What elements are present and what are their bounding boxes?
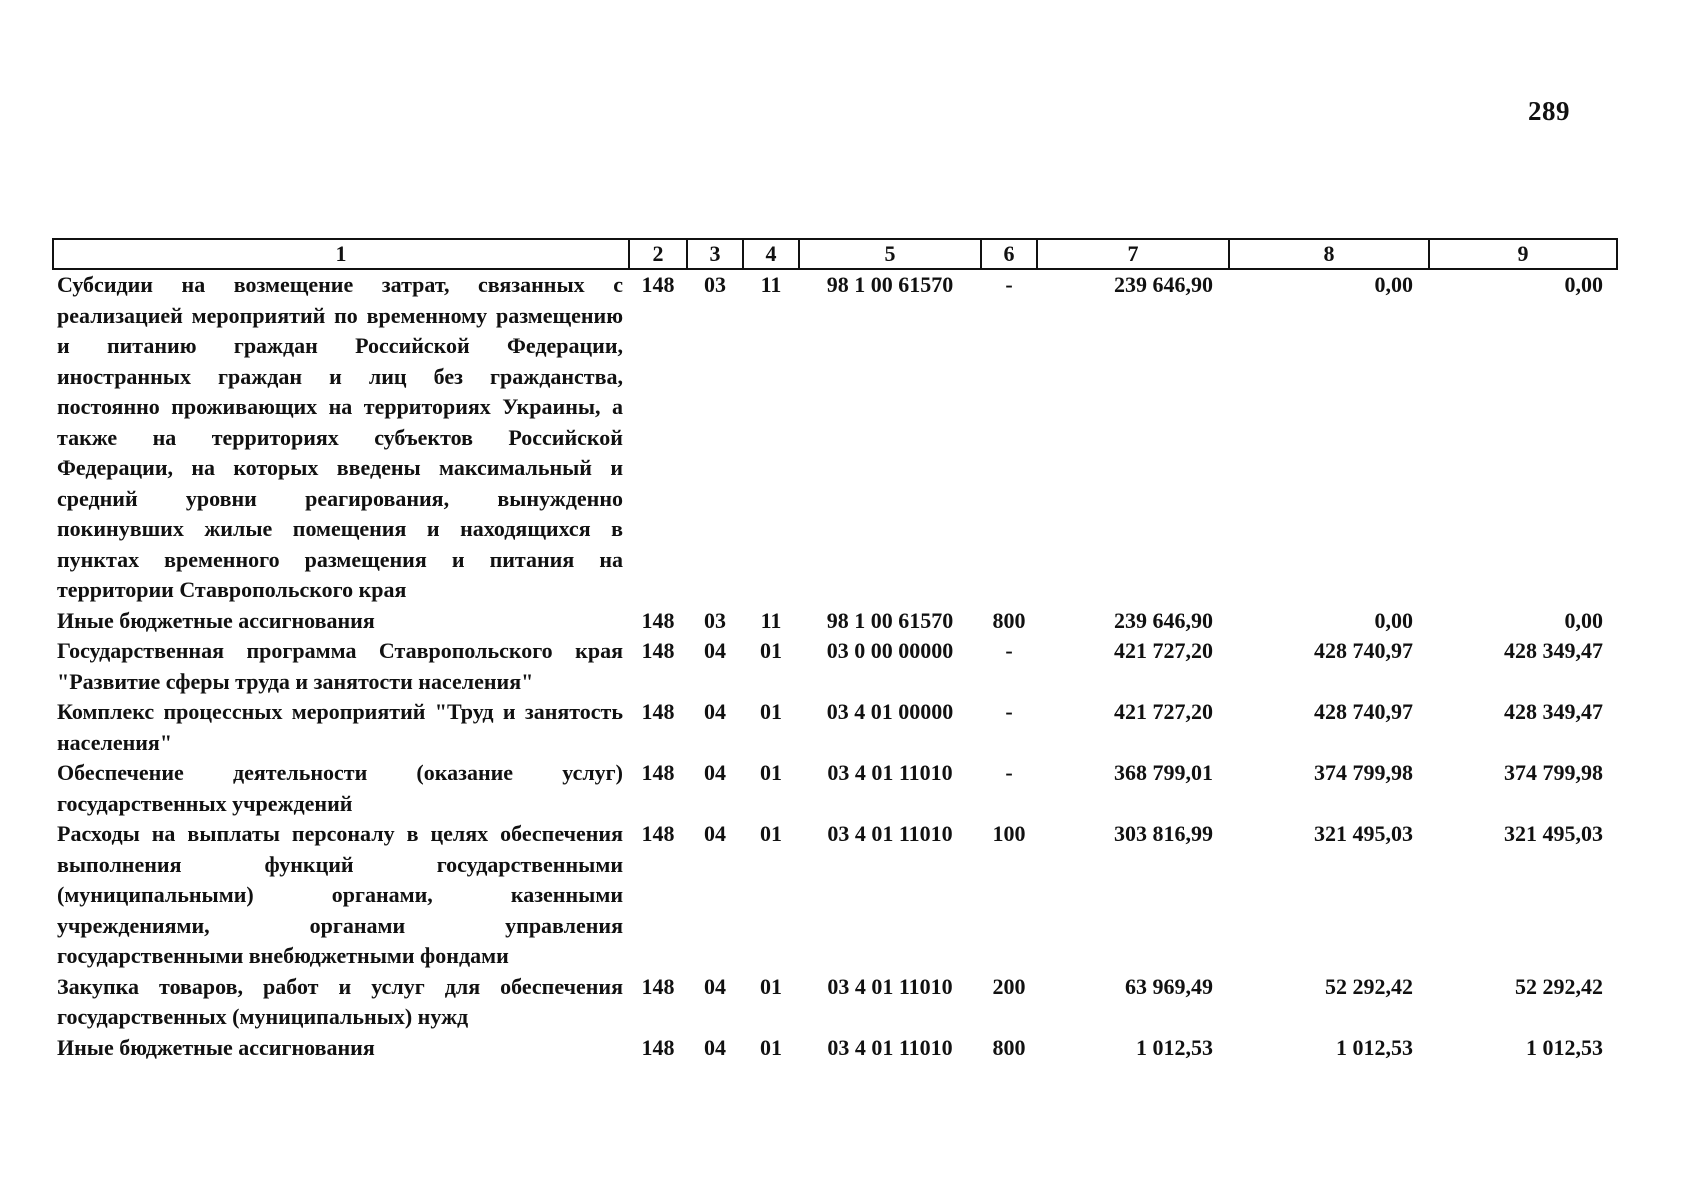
table-row: [53, 606, 1617, 637]
section-code: 04: [704, 699, 726, 724]
amount-col9: 1 012,53: [1526, 1034, 1603, 1060]
amount-col7: 239 646,90: [1114, 272, 1213, 297]
amount-col9: 428 349,47: [1504, 638, 1603, 663]
row-name: Комплекс процессных мероприятий "Труд и занятость населения": [57, 699, 623, 755]
amount-col7: 421 727,20: [1114, 699, 1213, 724]
subsection-code: 01: [760, 638, 782, 663]
target-article-code: 98 1 00 61570: [826, 607, 954, 633]
subsection-code: 01: [760, 699, 782, 724]
expense-type-code: -: [1005, 760, 1013, 785]
subsection-code: 11: [760, 272, 782, 297]
table-row: [53, 697, 1617, 758]
column-header: 5: [799, 239, 981, 269]
expense-type-code: -: [1005, 638, 1013, 663]
table-row: [53, 972, 1617, 1033]
admin-code: 148: [641, 1034, 675, 1060]
section-code: 03: [704, 272, 726, 297]
column-header: 7: [1037, 239, 1229, 269]
subsection-code: 01: [760, 821, 782, 846]
section-code: 03: [704, 607, 726, 633]
section-code: 04: [704, 638, 726, 663]
subsection-code: 01: [760, 760, 782, 785]
section-code: 04: [704, 821, 726, 846]
row-name: Государственная программа Ставропольского края "Развитие сферы труда и занятости населения": [57, 638, 623, 694]
amount-col7: 239 646,90: [1114, 607, 1213, 633]
admin-code: 148: [641, 973, 675, 999]
amount-col7: 368 799,01: [1114, 760, 1213, 785]
table-row: [53, 269, 1617, 606]
expense-type-code: 800: [992, 607, 1026, 633]
column-header: 2: [629, 239, 687, 269]
header-row: [53, 239, 1617, 269]
budget-table: [52, 238, 1618, 1063]
target-article-code: 03 4 01 00000: [826, 699, 954, 724]
amount-col8: 428 740,97: [1314, 638, 1413, 663]
amount-col9: 374 799,98: [1504, 760, 1603, 785]
row-name: Иные бюджетные ассигнования: [57, 1034, 375, 1060]
amount-col9: 52 292,42: [1515, 973, 1603, 999]
page-number: 289: [1528, 96, 1570, 126]
row-name: Субсидии на возмещение затрат, связанных с реализацией мероприятий по временному размещению и питанию граждан Российской Федерации, иностранных граждан и лиц без гражданства, постоянно проживающих на территориях Украины, а также на территориях субъектов Российской Федерации, на которых введены максимальный и средний уровни реагирования, вынужденно покинувших жилые помещения и находящихся в пунктах временного размещения и питания на территории Ставропольского края: [57, 272, 623, 602]
row-name: Обеспечение деятельности (оказание услуг) государственных учреждений: [57, 760, 623, 816]
admin-code: 148: [641, 272, 675, 297]
target-article-code: 03 4 01 11010: [827, 821, 953, 846]
row-name: Закупка товаров, работ и услуг для обеспечения государственных (муниципальных) нужд: [57, 973, 623, 1029]
column-header: 4: [743, 239, 799, 269]
amount-col8: 52 292,42: [1325, 973, 1413, 999]
row-name: Иные бюджетные ассигнования: [57, 607, 375, 633]
amount-col7: 63 969,49: [1125, 973, 1213, 999]
expense-type-code: -: [1005, 272, 1013, 297]
section-code: 04: [704, 1034, 726, 1060]
column-header: 8: [1229, 239, 1429, 269]
expense-type-code: 800: [992, 1034, 1026, 1060]
expense-type-code: 200: [992, 973, 1026, 999]
admin-code: 148: [641, 760, 675, 785]
amount-col7: 303 816,99: [1114, 821, 1213, 846]
section-code: 04: [704, 760, 726, 785]
amount-col8: 374 799,98: [1314, 760, 1413, 785]
admin-code: 148: [641, 607, 675, 633]
target-article-code: 03 0 00 00000: [826, 638, 954, 663]
row-name: Расходы на выплаты персоналу в целях обеспечения выполнения функций государственными (муниципальными) органами, казенными учреждениями, органами управления государственными внебюджетными фондами: [57, 821, 623, 968]
target-article-code: 03 4 01 11010: [827, 1034, 953, 1060]
amount-col8: 0,00: [1374, 607, 1413, 633]
amount-col8: 1 012,53: [1336, 1034, 1413, 1060]
table-row: [53, 819, 1617, 972]
target-article-code: 03 4 01 11010: [827, 760, 953, 785]
amount-col9: 0,00: [1564, 607, 1603, 633]
section-code: 04: [704, 973, 726, 999]
expense-type-code: -: [1005, 699, 1013, 724]
admin-code: 148: [641, 699, 675, 724]
table-row: [53, 758, 1617, 819]
amount-col7: 421 727,20: [1114, 638, 1213, 663]
subsection-code: 11: [760, 607, 782, 633]
amount-col9: 0,00: [1564, 272, 1603, 297]
column-header: 9: [1429, 239, 1617, 269]
amount-col9: 321 495,03: [1504, 821, 1603, 846]
table-row: [53, 636, 1617, 697]
admin-code: 148: [641, 821, 675, 846]
admin-code: 148: [641, 638, 675, 663]
table-row: [53, 1033, 1617, 1064]
amount-col9: 428 349,47: [1504, 699, 1603, 724]
amount-col8: 0,00: [1374, 272, 1413, 297]
amount-col8: 428 740,97: [1314, 699, 1413, 724]
amount-col8: 321 495,03: [1314, 821, 1413, 846]
target-article-code: 98 1 00 61570: [826, 272, 954, 297]
column-header: 6: [981, 239, 1037, 269]
expense-type-code: 100: [992, 821, 1026, 846]
subsection-code: 01: [760, 973, 782, 999]
column-header: 1: [53, 239, 629, 269]
subsection-code: 01: [760, 1034, 782, 1060]
target-article-code: 03 4 01 11010: [827, 973, 953, 999]
amount-col7: 1 012,53: [1136, 1034, 1213, 1060]
column-header: 3: [687, 239, 743, 269]
